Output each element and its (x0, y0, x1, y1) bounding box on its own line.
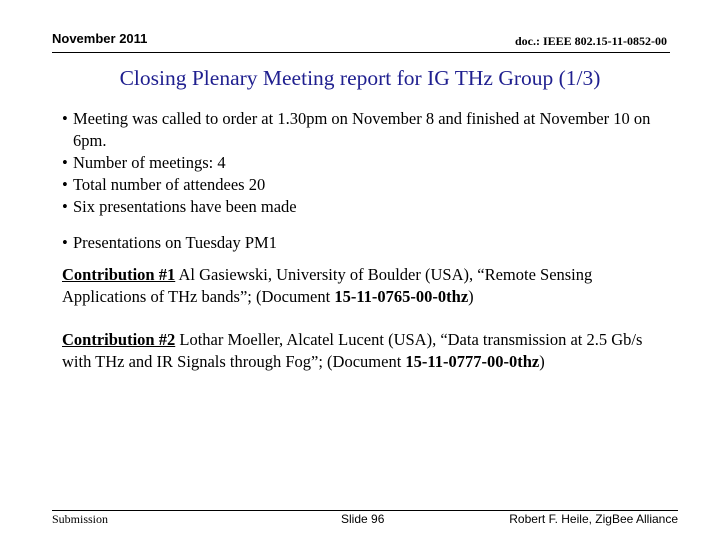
bullet-item (62, 174, 672, 196)
bullet-dot-icon: • (62, 175, 68, 194)
bullet-item (62, 152, 672, 174)
contribution-2 (62, 329, 672, 373)
bullet-text: Total number of attendees 20 (73, 175, 266, 194)
bullet-text: Number of meetings: 4 (73, 153, 226, 172)
contribution-1-doc: 15-11-0765-00-0thz (334, 287, 469, 306)
bullet-dot-icon: • (62, 233, 68, 252)
header-rule (52, 52, 670, 53)
footer-slide-number: Slide 96 (341, 512, 385, 526)
contribution-2-doc: 15-11-0777-00-0thz (405, 352, 540, 371)
bullet-text: Meeting was called to order at 1.30pm on November 8 and finished at November 10 on 6pm. (73, 109, 651, 150)
bullet-dot-icon: • (62, 197, 68, 216)
session-heading (62, 232, 672, 254)
bullet-item (62, 108, 672, 152)
bullet-dot-icon: • (62, 109, 68, 128)
contribution-1 (62, 264, 672, 308)
contribution-2-close: ) (539, 352, 545, 371)
header-date: November 2011 (52, 31, 148, 46)
footer-submission: Submission (52, 512, 109, 526)
contribution-1-label: Contribution #1 (62, 265, 176, 284)
contribution-1-text: Al Gasiewski, University of Boulder (USA), “Remote Sensing Applications of THz bands”; (Document (62, 265, 593, 306)
bullet-text: Six presentations have been made (73, 197, 297, 216)
footer-rule (52, 510, 678, 511)
contribution-1-close: ) (468, 287, 474, 306)
slide-body (62, 108, 672, 373)
footer-author: Robert F. Heile, ZigBee Alliance (509, 512, 678, 526)
session-text: Presentations on Tuesday PM1 (73, 233, 277, 252)
header-doc-number: doc.: IEEE 802.15-11-0852-00 (514, 34, 667, 48)
contribution-2-label: Contribution #2 (62, 330, 176, 349)
bullet-item (62, 196, 672, 218)
slide-title: Closing Plenary Meeting report for IG THz Group (1/3) (119, 66, 601, 90)
contribution-2-text: Lothar Moeller, Alcatel Lucent (USA), “Data transmission at 2.5 Gb/s with THz and IR Signals through Fog”; (Document (62, 330, 643, 371)
bullet-dot-icon: • (62, 153, 68, 172)
